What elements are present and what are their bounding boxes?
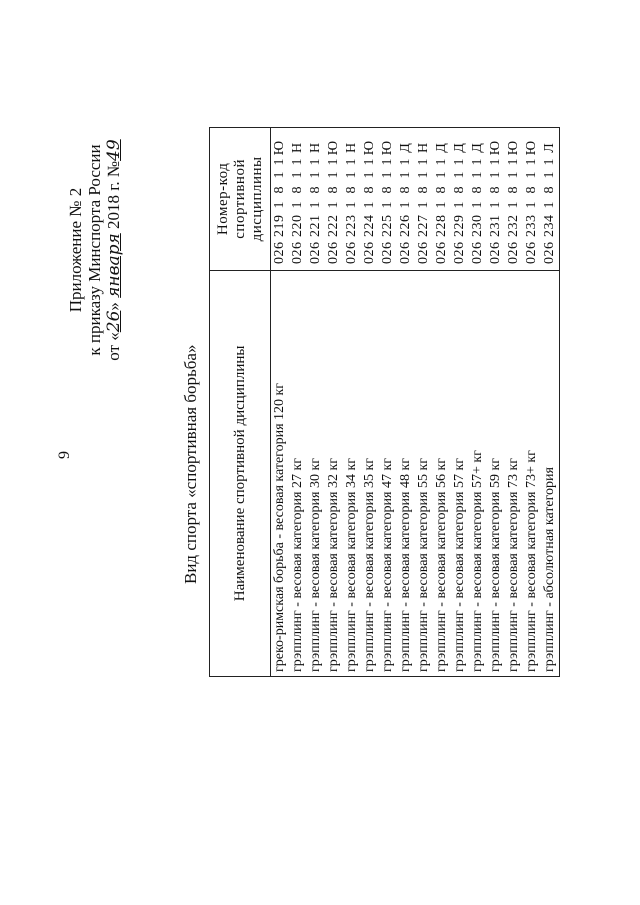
table-row [487,128,505,677]
code-part: Ю [272,140,287,156]
code-part: 1 [470,170,485,179]
code-part: 8 [416,185,431,194]
header-discipline-name: Наименование спортивной дисциплины [210,270,271,676]
code-part: 1 [416,200,431,209]
discipline-name: грэпплинг - весовая категория 56 кг [433,270,451,676]
code-part: 234 [542,214,557,237]
code-part: 8 [272,185,287,194]
code-part: 026 [362,241,377,264]
code-part: 1 [380,170,395,179]
code-part: 1 [290,170,305,179]
code-part: 8 [470,185,485,194]
discipline-name: грэпплинг - весовая категория 34 кг [343,270,361,676]
code-part: Д [452,142,467,153]
code-part: Д [398,142,413,153]
code-part: Л [542,142,557,153]
code-part: 8 [398,185,413,194]
code-part: 1 [272,200,287,209]
code-part: 1 [362,157,377,166]
code-part: Н [308,142,323,154]
table-row [289,128,307,677]
code-part: 026 [344,241,359,264]
disciplines-table [209,127,560,677]
code-part: Ю [326,140,341,156]
code-part: 1 [290,200,305,209]
code-part: Ю [362,140,377,156]
code-part: 1 [470,157,485,166]
date-mid: » [104,297,123,311]
code-part: 228 [434,214,449,237]
code-part: 220 [290,214,305,237]
code-part: 8 [380,185,395,194]
discipline-code [325,128,343,271]
code-part: Ю [488,140,503,156]
code-part: Д [434,142,449,153]
discipline-code [361,128,379,271]
table-row [433,128,451,677]
discipline-name: грэпплинг - весовая категория 73+ кг [523,270,541,676]
header-discipline-code: Номер-код спортивной дисциплины [210,128,271,271]
date-day: 26 [104,310,124,333]
discipline-name: грэпплинг - весовая категория 57+ кг [469,270,487,676]
code-part: 026 [290,241,305,264]
discipline-code [379,128,397,271]
code-part: 1 [488,157,503,166]
code-part: 1 [308,157,323,166]
discipline-name: грэпплинг - весовая категория 55 кг [415,270,433,676]
code-part: 8 [326,185,341,194]
discipline-code [523,128,541,271]
date-month: января [104,233,124,298]
code-part: 222 [326,214,341,237]
code-part: 1 [542,200,557,209]
table-row [379,128,397,677]
table-row [451,128,469,677]
code-part: 1 [380,200,395,209]
table-row [415,128,433,677]
code-part: 8 [524,185,539,194]
discipline-code [271,128,290,271]
discipline-code [505,128,523,271]
discipline-name: грэпплинг - весовая категория 32 кг [325,270,343,676]
table-row [541,128,560,677]
annex-order-reference: к приказу Минспорта России [85,144,104,356]
code-part: 1 [506,170,521,179]
discipline-name: грэпплинг - весовая категория 48 кг [397,270,415,676]
code-part: 1 [290,157,305,166]
order-number: 49 [104,139,124,161]
code-part: 1 [434,170,449,179]
code-part: 026 [398,241,413,264]
discipline-code [415,128,433,271]
annex-title: Приложение № 2 [66,187,85,313]
table-row [397,128,415,677]
discipline-name: грэпплинг - весовая категория 47 кг [379,270,397,676]
code-part: 8 [542,185,557,194]
code-part: 026 [434,241,449,264]
code-part: 026 [326,241,341,264]
code-part: 224 [362,214,377,237]
code-part: 1 [452,170,467,179]
code-part: 1 [362,170,377,179]
table-row [325,128,343,677]
code-part: Ю [524,140,539,156]
code-part: Д [470,142,485,153]
discipline-name: грэпплинг - весовая категория 57 кг [451,270,469,676]
discipline-code [487,128,505,271]
code-part: 1 [452,157,467,166]
code-part: 026 [308,241,323,264]
code-part: 1 [398,200,413,209]
discipline-code [433,128,451,271]
code-part: 231 [488,214,503,237]
code-part: 229 [452,214,467,237]
discipline-name: грэпплинг - весовая категория 35 кг [361,270,379,676]
code-part: 1 [542,170,557,179]
code-part: 1 [380,157,395,166]
code-part: 1 [344,157,359,166]
code-part: 026 [524,241,539,264]
code-part: 1 [272,170,287,179]
code-part: 1 [308,200,323,209]
table-row [361,128,379,677]
code-part: 1 [272,157,287,166]
discipline-code [343,128,361,271]
code-part: 223 [344,214,359,237]
discipline-code [541,128,560,271]
code-part: 026 [272,241,287,264]
code-part: 1 [524,200,539,209]
code-part: 1 [344,200,359,209]
code-part: 225 [380,214,395,237]
code-part: 1 [326,200,341,209]
table-body [271,128,560,677]
code-part: Ю [380,140,395,156]
code-part: 8 [452,185,467,194]
code-part: 1 [326,170,341,179]
discipline-name: грэпплинг - весовая категория 27 кг [289,270,307,676]
code-part: 026 [506,241,521,264]
code-part: 219 [272,214,287,237]
discipline-name: грэпплинг - весовая категория 73 кг [505,270,523,676]
code-part: 8 [362,185,377,194]
code-part: 1 [506,157,521,166]
discipline-name: грэпплинг - весовая категория 59 кг [487,270,505,676]
code-part: 026 [470,241,485,264]
code-part: 8 [344,185,359,194]
table-row [343,128,361,677]
code-part: 1 [416,170,431,179]
code-part: 8 [308,185,323,194]
code-part: 227 [416,214,431,237]
code-part: Н [416,142,431,154]
code-part: 026 [416,241,431,264]
table-row [307,128,325,677]
table-row [505,128,523,677]
code-part: 1 [308,170,323,179]
discipline-name: греко-римская борьба - весовая категория 120 кг [271,270,290,676]
code-part: 1 [470,200,485,209]
code-part: 233 [524,214,539,237]
code-part: 8 [506,185,521,194]
discipline-code [397,128,415,271]
code-part: 1 [434,200,449,209]
discipline-code [469,128,487,271]
page-number: 9 [56,451,73,459]
code-part: 8 [290,185,305,194]
code-part: 026 [452,241,467,264]
code-part: 026 [488,241,503,264]
table-row [469,128,487,677]
code-part: 226 [398,214,413,237]
sport-title: Вид спорта «спортивная борьба» [181,344,200,584]
annex-header [66,100,124,400]
code-part: 232 [506,214,521,237]
code-part: 221 [308,214,323,237]
code-part: 1 [398,170,413,179]
code-part: Н [290,142,305,154]
discipline-name: грэпплинг - весовая категория 30 кг [307,270,325,676]
code-part: Ю [506,140,521,156]
code-part: 8 [434,185,449,194]
code-part: 1 [416,157,431,166]
date-suffix: 2018 г. № [104,160,123,234]
code-part: 1 [542,157,557,166]
discipline-name: грэпплинг - абсолютная категория [541,270,560,676]
code-part: 026 [542,241,557,264]
code-part: 1 [362,200,377,209]
code-part: 026 [380,241,395,264]
discipline-code [289,128,307,271]
date-prefix: от « [104,332,123,361]
code-part: 1 [506,200,521,209]
code-part: 230 [470,214,485,237]
code-part: 1 [488,200,503,209]
code-part: 1 [488,170,503,179]
table-row [271,128,290,677]
table-row [523,128,541,677]
code-part: 1 [452,200,467,209]
code-part: 1 [524,157,539,166]
discipline-code [307,128,325,271]
discipline-code [451,128,469,271]
annex-date-line [104,100,124,400]
code-part: 1 [326,157,341,166]
code-part: Н [344,142,359,154]
table-header-row [210,128,271,677]
code-part: 8 [488,185,503,194]
code-part: 1 [344,170,359,179]
code-part: 1 [398,157,413,166]
code-part: 1 [434,157,449,166]
code-part: 1 [524,170,539,179]
